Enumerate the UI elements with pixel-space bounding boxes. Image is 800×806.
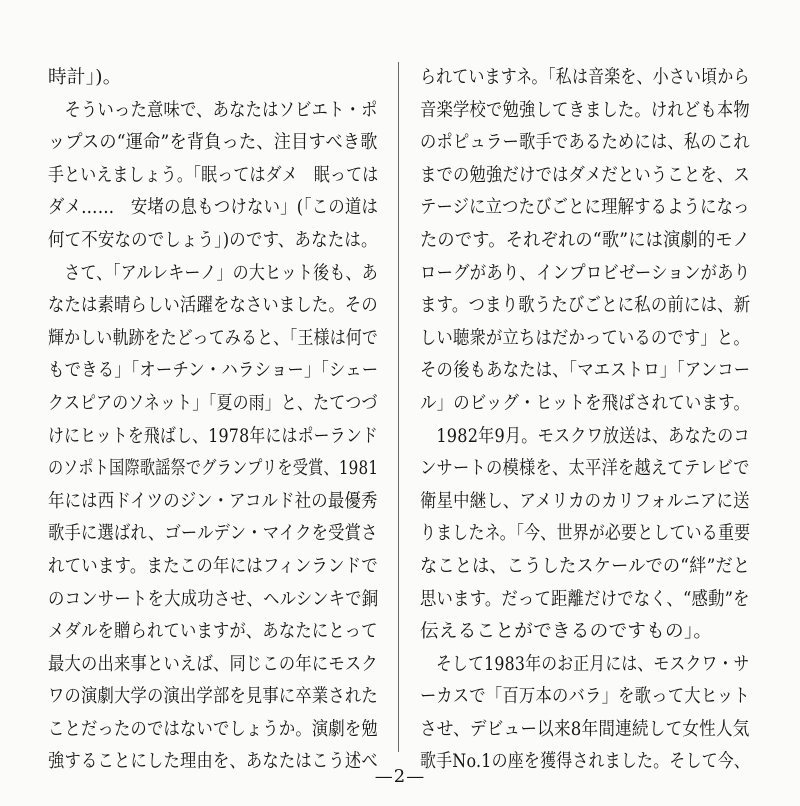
text-line: りましたネ。「今、世界が必要としている重要 <box>420 523 751 545</box>
text-line: たのです。それぞれの“歌”には演劇的モノ <box>420 229 751 251</box>
text-line: ローグがあり、インプロビゼーションがあり <box>420 262 751 284</box>
text-line: ンサートの模様を、太平洋を越えてテレビで <box>420 458 750 480</box>
left-text-column <box>48 62 378 779</box>
text-line: しい聴衆が立ちはだかっているのです」と。 <box>420 327 750 349</box>
text-line: その後もあなたは、「マエストロ」「アンコー <box>420 360 751 382</box>
text-line: 音楽学校で勉強してきました。けれども本物 <box>420 99 750 121</box>
text-line: メダルを贈られていますが、あなたにとって <box>48 621 378 643</box>
text-line: クスピアのソネット」「夏の雨」と、たてつづ <box>48 392 378 414</box>
text-line: られていますネ。「私は音楽を、小さい頃から <box>420 67 750 88</box>
text-line: ーカスで「百万本のバラ」を歌って大ヒット <box>420 686 750 708</box>
text-line: そして1983年のお正月には、モスクワ・サ <box>420 653 750 675</box>
text-line: させ、デビュー以来8年間連続して女性人気 <box>420 718 750 740</box>
text-line: 歌手に選ばれ、ゴールデン・マイクを受賞さ <box>48 523 378 545</box>
text-line: のコンサートを大成功させ、ヘルシンキで銅 <box>48 588 379 610</box>
text-line: そういった意味で、あなたはソビエト・ポ <box>48 99 378 121</box>
text-line: さて、「アルレキーノ」の大ヒット後も、あ <box>48 262 378 284</box>
text-line: なたは素晴らしい活躍をなさいました。その <box>48 295 378 317</box>
text-line: ル」のビッグ・ヒットを飛ばされています。 <box>420 392 751 414</box>
text-line: のポピュラー歌手であるためには、私のこれ <box>420 132 750 154</box>
text-line: 何て不安なのでしょう」)のです、あなたは。 <box>48 229 378 251</box>
text-line: 手といえましょう。「眠ってはダメ 眠っては <box>48 164 379 186</box>
text-line: けにヒットを飛ばし、1978年にはポーランド <box>48 425 378 447</box>
text-line: もできる」「オーチン・ハラショー」「シェー <box>48 360 379 382</box>
text-line: 衛星中継し、アメリカのカリフォルニアに送 <box>420 490 750 512</box>
text-line: 強することにした理由を、あなたはこう述べ <box>48 751 378 773</box>
text-line: テージに立つたびごとに理解するようになっ <box>420 197 750 219</box>
column-divider <box>398 62 399 752</box>
text-line: ップスの“運命”を背負った、注目すべき歌 <box>48 132 378 154</box>
page-number: —2— <box>374 766 426 787</box>
text-line: 思います。だって距離だけでなく、“感動”を <box>420 588 750 610</box>
text-line: 歌手No.1の座を獲得されました。そして今、 <box>420 751 751 773</box>
text-line: までの勉強だけではダメだということを、ス <box>420 164 750 186</box>
text-line: れています。またこの年にはフィンランドで <box>48 555 378 577</box>
text-line: なことは、こうしたスケールでの“絆”だと <box>420 555 751 577</box>
text-line: ます。つまり歌うたびごとに私の前には、新 <box>420 295 751 317</box>
text-line: のソポト国際歌謡祭でグランプリを受賞、1981 <box>48 458 379 480</box>
text-line: 輝かしい軌跡をたどってみると、「王様は何で <box>48 327 379 349</box>
text-line: 伝えることができるのですもの」。 <box>420 621 713 643</box>
text-line: ことだったのではないでしょうか。演劇を勉 <box>48 718 378 740</box>
right-text-column <box>420 62 750 779</box>
text-line: ダメ…… 安堵の息もつけない」(「この道は <box>48 197 379 219</box>
text-line: 年には西ドイツのジン・アコルド社の最優秀 <box>48 490 378 512</box>
text-line: 1982年9月。モスクワ放送は、あなたのコ <box>420 425 750 447</box>
text-line: 時計」)。 <box>48 67 122 88</box>
text-line: 最大の出来事といえば、同じこの年にモスク <box>48 653 378 675</box>
text-line: ワの演劇大学の演出学部を見事に卒業された <box>48 686 378 708</box>
